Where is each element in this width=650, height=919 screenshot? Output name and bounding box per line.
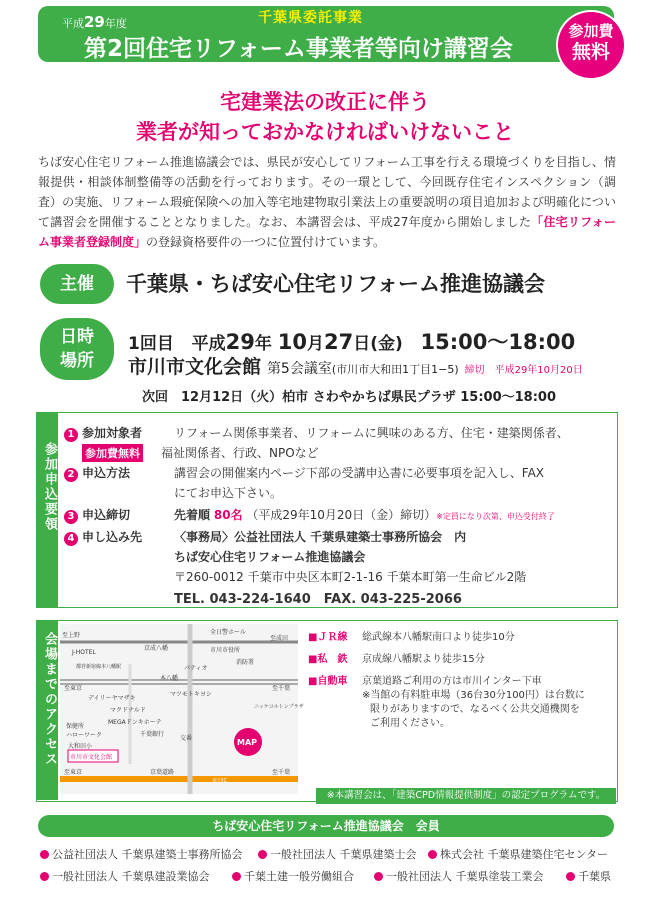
intro-highlight: 「住宅リフォーム事業者登録制度」: [38, 215, 617, 249]
access-jr: ■ＪＲ線 総武線本八幡駅南口より徒歩10分: [308, 632, 515, 643]
member-item: 一般社団法人 千葉県建設業協会: [40, 868, 210, 884]
map-label: 至東京: [64, 685, 83, 692]
access-side-label: 会場までのアクセス: [36, 620, 58, 800]
map-label: 都営新宿線本八幡駅: [76, 664, 122, 670]
access-car-note1: ※当館の有料駐車場（36台30分100円）は台数に: [362, 690, 585, 701]
page-title: 第2回住宅リフォーム事業者等向け講習会: [84, 36, 513, 62]
map-label: パティオ: [184, 665, 208, 672]
subtitle-line2: 業者が知っておかなければいけないこと: [136, 120, 514, 144]
access-private-rail: ■私 鉄 京成線八幡駅より徒歩15分: [308, 654, 485, 665]
map-label: 市川IC: [212, 778, 227, 784]
free-tag: 参加費無料: [82, 444, 143, 462]
host-label: 主催: [40, 264, 114, 304]
access-car-note3: ご利用ください。: [370, 718, 450, 729]
bullet-icon: [40, 850, 49, 859]
access-car: ■自動車 京葉道路ご利用の方は市川インター下車: [308, 676, 542, 687]
next-session: 次回 12月12日（火）柏市 さわやかちば県民プラザ 15:00〜18:00: [142, 390, 556, 405]
member-item: 公益社団法人 千葉県建築士事務所協会: [40, 846, 243, 862]
intro-paragraph: ちば安心住宅リフォーム推進協議会では、県民が安心してリフォーム工事を行える環境づくりを目指し、情報提供・相談体制整備等の活動を行っております。その一環として、今回既存住宅インスペクション（調査）の実施、リフォーム瑕疵保険への加入等宅地建物取引業法上の重要説明の項目追加および明確化について講習会を開催することとなりました。なお、本講習会は、平成27年度から開始しました「住宅リフォーム事業者登録制度」の登録資格要件の一つに位置付けています。: [38, 155, 617, 249]
map-label: 至千葉: [272, 685, 291, 692]
commission-label: 千葉県委託事業: [258, 10, 363, 26]
access-car-note2: 限りがありますので、なるべく公共交通機関を: [370, 704, 580, 715]
bullet-icon: [232, 872, 241, 881]
fiscal-year: 平成29年度: [62, 13, 127, 31]
schedule-label: 日時 場所: [40, 318, 114, 380]
member-item: 株式会社 千葉県建築住宅センター: [428, 846, 608, 862]
bullet-icon: [374, 872, 383, 881]
member-item: 一般社団法人 千葉県建築士会: [258, 846, 417, 862]
map-label: 保健所: [66, 723, 85, 730]
bullet-icon: [566, 872, 575, 881]
map-label: 千葉銀行: [140, 731, 165, 738]
members-title: ちば安心住宅リフォーム推進協議会 会員: [38, 815, 614, 837]
map-label: 至上野: [62, 632, 81, 639]
map-label: 市川市役所: [210, 647, 241, 654]
item-deadline: 3 申込締切 先着順 80名 （平成29年10月20日（金）締切）※定員になり次第、申込受付終了: [64, 506, 555, 524]
subtitle-line1: 宅建業法の改正に伴う: [220, 90, 430, 114]
badge-line2: 無料: [571, 41, 610, 63]
contact-tel-fax: TEL. 043-224-1640 FAX. 043-225-2066: [174, 592, 462, 607]
map-label: 全日警ホール: [210, 629, 246, 636]
item-method-line2: にてお申込下さい。: [174, 486, 283, 500]
map-label: 京葉道路: [150, 769, 175, 776]
map-label: マクドナルド: [110, 707, 146, 714]
map-label: マツモトキヨシ: [170, 691, 212, 698]
map-label: 本八幡: [160, 675, 179, 682]
map-label: 大和田小: [68, 743, 93, 750]
map-label: デイリーヤマザキ: [88, 695, 136, 702]
item-method: 2 申込方法 講習会の開催案内ページ下部の受講申込書に必要事項を記入し、FAX: [64, 464, 544, 482]
round1-datetime: 1回目 平成29年 10月27日(金) 15:00〜18:00: [128, 330, 576, 354]
map-badge-label: MAP: [237, 738, 258, 747]
contact-org2: ちば安心住宅リフォーム推進協議会: [174, 550, 366, 564]
bullet-icon: [258, 850, 267, 859]
map-label: 至千葉: [272, 769, 291, 776]
host-name: 千葉県・ちば安心住宅リフォーム推進協議会: [126, 272, 545, 296]
member-item: 千葉県: [566, 868, 611, 884]
contact-address: 〒260-0012 千葉市中央区本町2-1-16 千葉本町第一生命ビル2階: [174, 570, 527, 584]
map-label: J-HOTEL: [72, 649, 96, 656]
item-contact: 4 申し込み先 〈事務局〉公益社団法人 千葉県建築士事務所協会 内: [64, 528, 466, 546]
map-label: ニッケコルトンプラザ: [254, 704, 304, 710]
member-item: 千葉土建一般労働組合: [232, 868, 354, 884]
map-label: 京成八幡: [144, 645, 169, 652]
badge-line1: 参加費: [568, 22, 614, 40]
application-side-label: 参加申込要領: [36, 412, 58, 608]
member-item: 一般社団法人 千葉県塗装工業会: [374, 868, 544, 884]
map-label: 消防署: [236, 659, 255, 666]
map-label: MEGAドンキホーテ: [108, 719, 162, 726]
map-label: ハローワーク: [66, 732, 103, 739]
access-map: [60, 624, 304, 794]
map-venue-label: 市川市文化会館: [70, 754, 113, 761]
item-target: 1 参加対象者 リフォーム関係事業者、リフォームに興味のある方、住宅・建築関係者、: [64, 424, 569, 442]
bullet-icon: [40, 872, 49, 881]
free-badge: [558, 12, 624, 78]
map-label: 至東京: [64, 769, 83, 776]
item-target-line2: 参加費無料 福祉関係者、行政、NPOなど: [82, 444, 319, 462]
cpd-note: ※本講習会は、「建築CPD情報提供制度」の認定プログラムです。: [316, 788, 616, 804]
map-label: 至成田: [270, 635, 289, 642]
venue-row: 市川市文化会館 第5会議室(市川市大和田1丁目1−5) 締切 平成29年10月20日: [128, 356, 583, 378]
map-label: 交番: [180, 735, 193, 742]
bullet-icon: [428, 850, 437, 859]
